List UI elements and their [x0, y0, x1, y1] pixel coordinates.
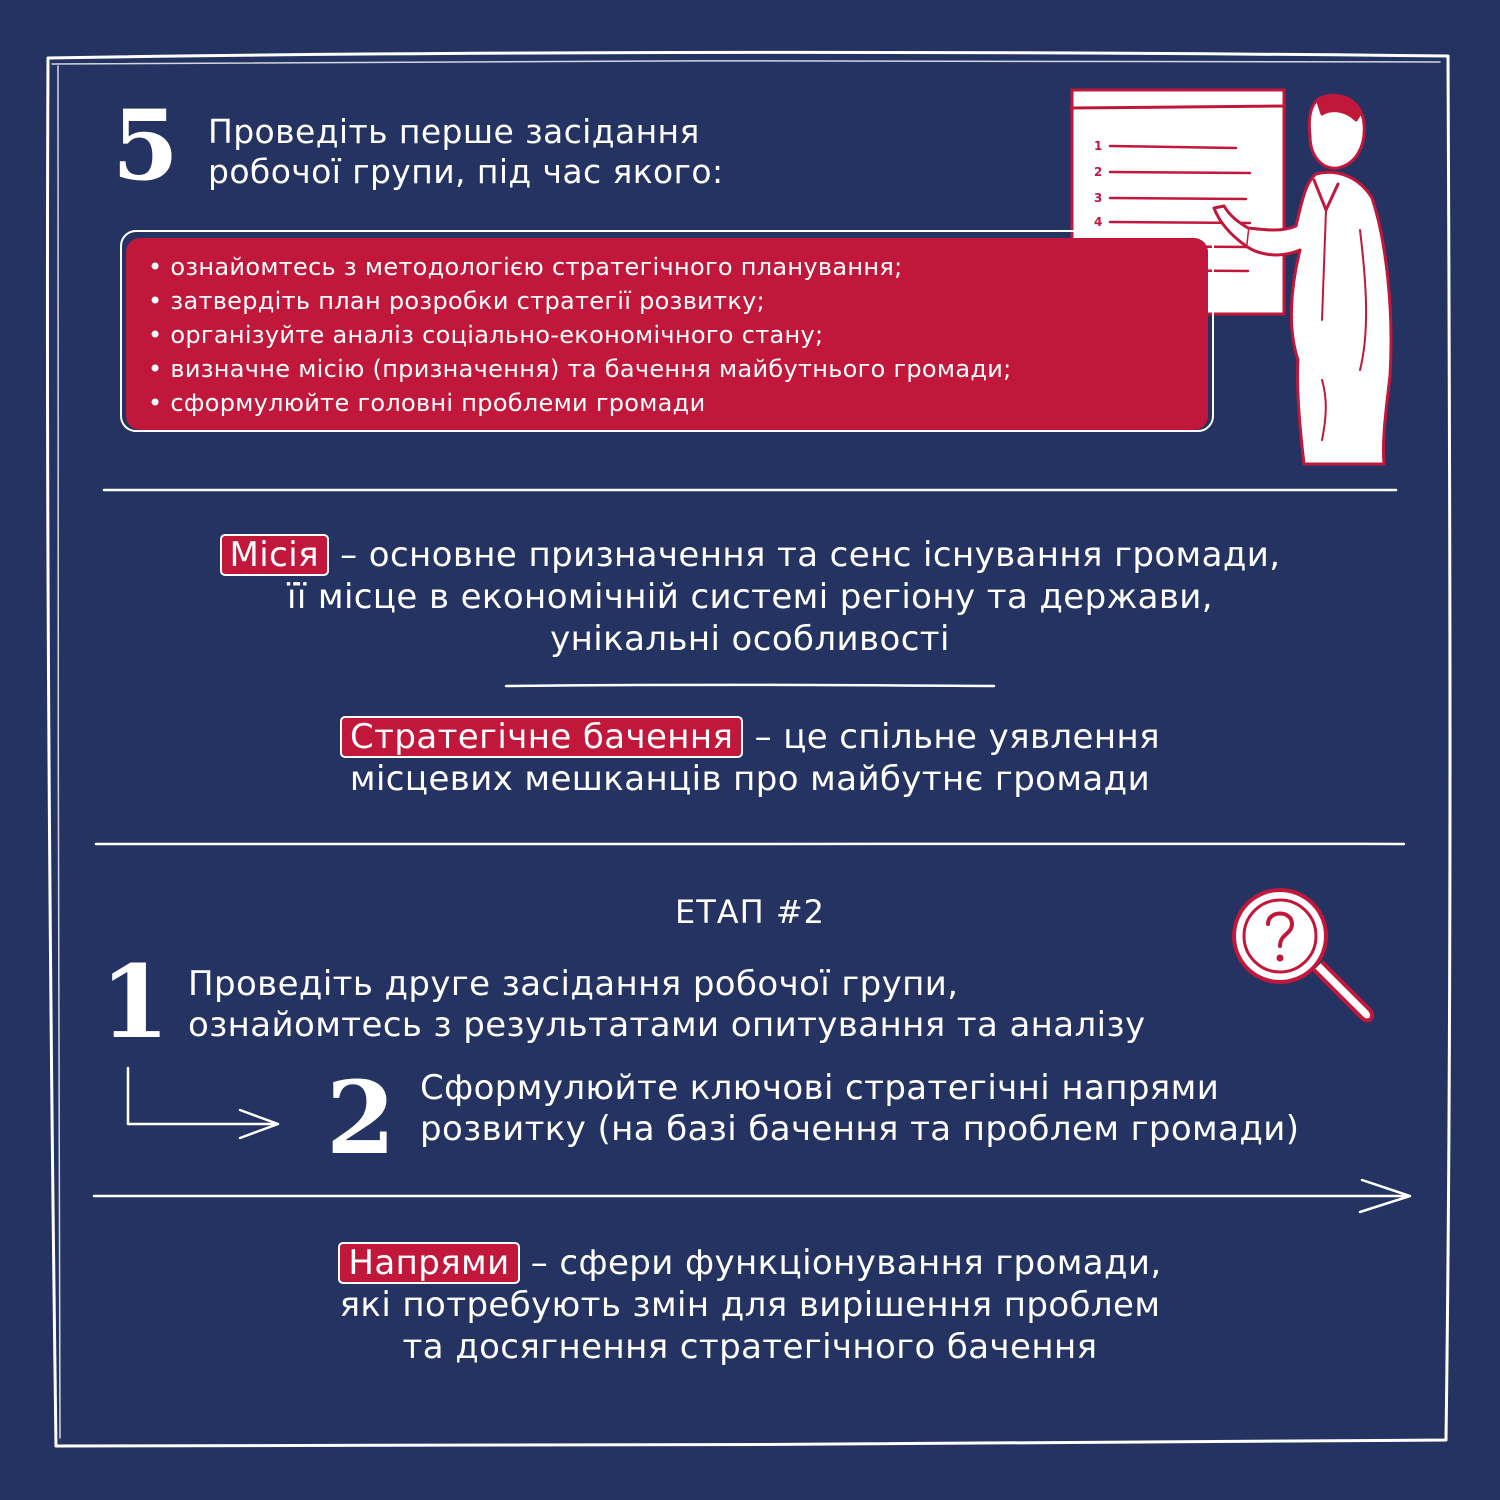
board-number: 2: [1094, 165, 1103, 179]
mission-term: Місія: [220, 534, 329, 576]
long-arrow: [94, 1180, 1410, 1212]
board-number: 1: [1094, 139, 1103, 153]
mission-line-2: її місце в економічній системі регіону та держави,: [287, 577, 1213, 617]
step-1-number: 1: [100, 943, 170, 1061]
vision-line-1: – це спільне уявлення: [743, 717, 1160, 757]
list-item: • сформулюйте головні проблеми громади: [148, 386, 1012, 420]
divider-middle: [96, 843, 1404, 844]
mission-definition: [100, 534, 1400, 660]
vision-definition: [100, 716, 1400, 800]
step-2-number: 2: [326, 1059, 396, 1177]
step-1-text: Проведіть друге засідання робочої групи, ознайомтесь з результатами опитування та аналізу: [188, 964, 1146, 1045]
list-item: • затвердіть план розробки стратегії розвитку;: [148, 284, 1012, 318]
elbow-arrow: [128, 1068, 278, 1138]
board-number: 4: [1094, 215, 1103, 229]
directions-line-2: які потребують змін для вирішення проблем: [339, 1285, 1161, 1325]
list-item: • визначне місію (призначення) та бачення майбутнього громади;: [148, 352, 1012, 386]
directions-term: Напрями: [338, 1242, 519, 1284]
list-item: • організуйте аналіз соціально-економічного стану;: [148, 318, 1012, 352]
mission-line-1: – основне призначення та сенс існування громади,: [328, 535, 1281, 575]
board-number: 3: [1094, 191, 1103, 205]
vision-line-2: місцевих мешканців про майбутнє громади: [349, 759, 1151, 799]
directions-definition: [100, 1242, 1400, 1368]
step-5-number: 5: [112, 89, 179, 202]
divider-top: [104, 489, 1396, 490]
step-2-text: Сформулюйте ключові стратегічні напрями розвитку (на базі бачення та проблем громади): [420, 1068, 1300, 1149]
divider-short: [506, 685, 994, 686]
step-5-list: [148, 250, 1012, 420]
directions-line-1: – сфери функціонування громади,: [519, 1243, 1162, 1283]
mission-line-3: унікальні особливості: [550, 619, 950, 659]
stage-label: ЕТАП #2: [674, 893, 826, 931]
list-item: • ознайомтесь з методологією стратегічного планування;: [148, 250, 1012, 284]
step-5-title: Проведіть перше засідання робочої групи, під час якого:: [208, 112, 724, 191]
directions-line-3: та досягнення стратегічного бачення: [402, 1327, 1098, 1367]
vision-term: Стратегічне бачення: [340, 716, 743, 758]
